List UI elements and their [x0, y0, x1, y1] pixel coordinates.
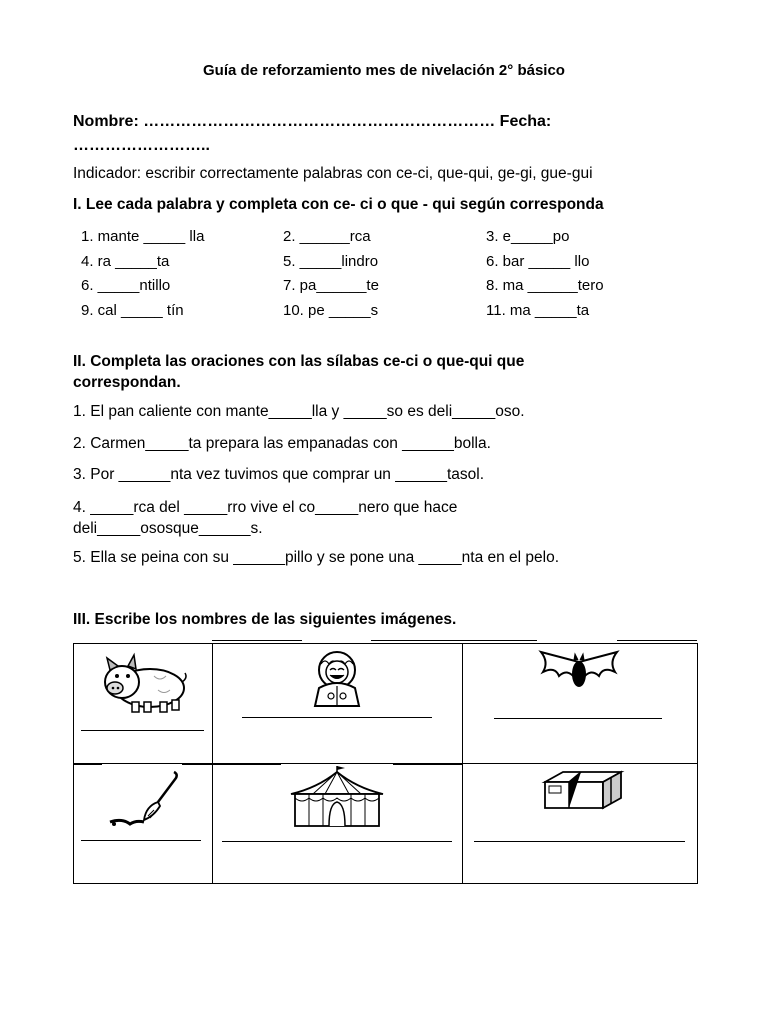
answer-line	[213, 764, 281, 765]
word-item: 9. cal _____ tín	[81, 301, 184, 319]
box-icon	[539, 768, 625, 812]
answer-line	[81, 840, 201, 841]
word-item: 11. ma _____ta	[486, 301, 590, 319]
picture-cell	[74, 644, 213, 764]
picture-cell	[74, 764, 213, 884]
bat-icon	[537, 648, 621, 690]
word-item: 3. e_____po	[486, 228, 570, 245]
answer-line	[474, 841, 685, 842]
picture-cell	[213, 764, 463, 884]
section-3-heading: III. Escribe los nombres de las siguientes imágenes.	[73, 611, 457, 628]
word-item: 2. ______rca	[283, 228, 371, 245]
word-item: 4. ra _____ta	[81, 252, 170, 270]
section-2-heading: II. Completa las oraciones con las sílabas ce-ci o que-qui que correspondan.	[73, 353, 525, 391]
page-title: Guía de reforzamiento mes de nivelación 2° básico	[203, 62, 565, 79]
sentence-3: 3. Por ______nta vez tuvimos que comprar un ______tasol.	[73, 466, 485, 483]
word-row	[81, 277, 721, 302]
date-dots: ……………………..	[73, 137, 210, 154]
pig-icon	[98, 652, 190, 714]
word-row	[81, 302, 721, 327]
answer-line	[222, 841, 452, 842]
name-date-line: Nombre: ………………………………………………………… Fecha:	[73, 113, 552, 130]
answer-line	[212, 640, 302, 641]
word-item: 6. _____ntillo	[81, 277, 171, 294]
answer-line	[494, 718, 662, 719]
word-row	[81, 253, 721, 278]
word-item: 7. pa______te	[283, 277, 379, 294]
section-1-heading: I. Lee cada palabra y completa con ce- ci o que - qui según corresponda	[73, 196, 604, 213]
word-item: 8. ma ______tero	[486, 277, 604, 294]
circus-tent-icon	[287, 764, 387, 830]
paintbrush-icon	[102, 768, 182, 830]
picture-cell	[213, 644, 463, 764]
sentence-4: 4. _____rca del _____rro vive el co_____nero que hace deli_____ososque______s.	[73, 499, 458, 537]
word-item: 10. pe _____s	[283, 301, 379, 319]
picture-cell	[463, 644, 698, 764]
word-item: 5. _____lindro	[283, 252, 379, 270]
picture-table	[73, 643, 698, 884]
indicator-text: Indicador: escribir correctamente palabras con ce-ci, que-qui, ge-gi, gue-gui	[73, 165, 593, 182]
sentence-2: 2. Carmen_____ta prepara las empanadas con ______bolla.	[73, 435, 491, 452]
answer-line	[617, 640, 697, 641]
word-item: 6. bar _____ llo	[486, 252, 590, 270]
answer-line	[182, 764, 213, 765]
answer-line	[242, 717, 432, 718]
answer-line	[74, 764, 102, 765]
answer-line	[393, 764, 463, 765]
sentence-5: 5. Ella se peina con su ______pillo y se pone una _____nta en el pelo.	[73, 549, 560, 566]
answer-line	[371, 640, 537, 641]
picture-cell	[463, 764, 698, 884]
word-grid	[81, 228, 721, 326]
word-item: 1. mante _____ lla	[81, 228, 205, 245]
answer-line	[81, 730, 204, 731]
sentence-1: 1. El pan caliente con mante_____lla y _____so es deli_____oso.	[73, 403, 525, 420]
eskimo-icon	[305, 650, 369, 708]
word-row	[81, 228, 721, 253]
